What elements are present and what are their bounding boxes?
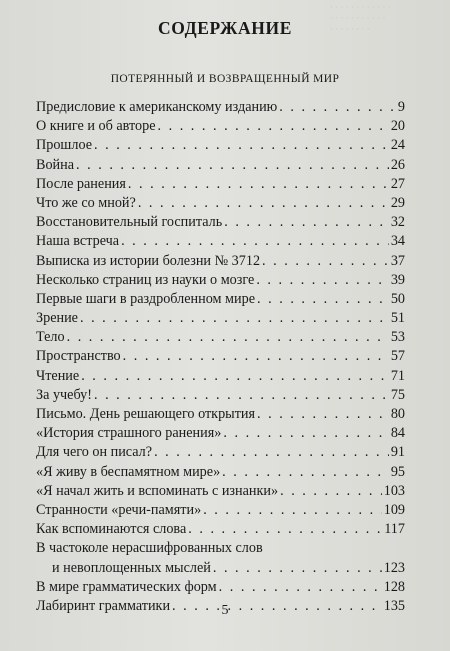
toc-entry-page: 9 — [397, 99, 405, 115]
toc-entry-page: 128 — [383, 578, 405, 595]
toc-entry-page: 39 — [390, 271, 405, 288]
toc-entry — [36, 539, 405, 558]
toc-entry-title: Что же со мной? — [36, 194, 136, 211]
toc-entry-title: Чтение — [36, 367, 80, 384]
dot-leader — [154, 443, 389, 462]
toc-entry — [36, 117, 405, 136]
dot-leader — [256, 271, 389, 290]
toc-entry-title: За учебу! — [36, 386, 92, 403]
toc-entry — [36, 463, 405, 482]
toc-entry — [36, 175, 405, 194]
toc-entry — [36, 405, 405, 424]
toc-entry-title: Письмо. День решающего открытия — [36, 406, 256, 422]
dot-leader — [224, 213, 389, 232]
dot-leader — [67, 328, 389, 347]
show-through-text: · · · · · · · · · · · · · · · · · · · · · · · · · · · · · · · — [330, 2, 391, 34]
dot-leader — [280, 482, 382, 501]
toc-entry-title-cont: и невоплощенных мыслей — [52, 559, 211, 576]
dot-leader — [121, 232, 389, 251]
dot-leader — [257, 405, 389, 424]
dot-leader — [219, 578, 382, 597]
toc-entry — [36, 386, 405, 405]
toc-entry — [36, 290, 405, 309]
dot-leader — [138, 194, 389, 213]
toc-entry-page: 50 — [390, 290, 405, 307]
toc-entry — [36, 367, 405, 386]
toc-entry-title: Восстановительный госпиталь — [36, 214, 223, 231]
toc-entry-title: После ранения — [36, 175, 126, 192]
toc-entry — [36, 213, 405, 232]
toc-entry — [36, 424, 405, 443]
dot-leader — [262, 252, 389, 271]
toc-entry-page: 71 — [390, 367, 405, 384]
dot-leader — [81, 367, 389, 386]
toc-entry-title: Предисловие к американскому изданию — [36, 99, 278, 115]
dot-leader — [222, 463, 389, 482]
toc-entry-page: 20 — [390, 118, 405, 135]
toc-entry-title: Война — [36, 156, 75, 173]
toc-entry — [36, 520, 405, 539]
toc-entry — [36, 136, 405, 155]
toc-entry-title: В частоколе нерасшифрованных слов — [36, 540, 263, 557]
toc-entry-title: О книге и об авторе — [36, 118, 156, 135]
toc-entry — [36, 194, 405, 213]
toc-entry-page: 95 — [390, 463, 405, 480]
toc-entry — [36, 328, 405, 347]
toc-entry-title: Пространство — [36, 348, 121, 365]
dot-leader — [188, 520, 382, 539]
dot-leader — [279, 98, 396, 117]
toc-entry-title: Для чего он писал? — [36, 444, 153, 461]
toc-entry — [36, 347, 405, 366]
dot-leader — [76, 156, 389, 175]
toc-entry-page: 135 — [383, 597, 405, 614]
toc-entry — [36, 271, 405, 290]
dot-leader — [158, 117, 389, 136]
toc-entry — [36, 252, 405, 271]
toc-entry-page: 80 — [390, 406, 405, 422]
toc-entry-page: 51 — [390, 310, 405, 327]
toc-entry — [36, 98, 405, 117]
toc-entry-page: 91 — [390, 444, 405, 461]
toc-entry-title: «Я начал жить и вспоминать с изнанки» — [36, 482, 279, 499]
toc-entry-page: 34 — [390, 233, 405, 250]
toc-entry-page: 123 — [383, 559, 405, 576]
toc-entry — [36, 482, 405, 501]
toc-entry-page: 27 — [390, 175, 405, 192]
toc-entry-page: 26 — [390, 156, 405, 173]
dot-leader — [123, 347, 389, 366]
toc-entry-page: 24 — [390, 137, 405, 154]
toc-entry-title: Зрение — [36, 310, 78, 327]
toc-entry-title: Тело — [36, 329, 65, 346]
dot-leader — [80, 309, 389, 328]
page-number: 5 — [221, 603, 229, 618]
dot-leader — [94, 136, 389, 155]
section-heading: ПОТЕРЯННЫЙ И ВОЗВРАЩЕННЫЙ МИР — [110, 73, 340, 85]
toc-entry-title: Выписка из истории болезни № 3712 — [36, 252, 261, 269]
toc-entry-title: «Я живу в беспамятном мире» — [36, 463, 221, 480]
toc-entry — [36, 232, 405, 251]
dot-leader — [128, 175, 389, 194]
toc-entry-title: В мире грамматических форм — [36, 578, 217, 595]
toc-entry-title: Наша встреча — [36, 233, 120, 250]
toc-entry — [36, 156, 405, 175]
toc-entry-title: Странности «речи-памяти» — [36, 501, 202, 518]
dot-leader — [94, 386, 389, 405]
toc-entry-page: 84 — [390, 425, 405, 442]
dot-leader — [213, 559, 382, 578]
page-title: СОДЕРЖАНИЕ — [157, 18, 292, 38]
dot-leader — [203, 501, 382, 520]
toc-entry-page: 117 — [384, 521, 405, 538]
toc-entry — [36, 578, 405, 597]
toc-entry-page: 37 — [390, 252, 405, 269]
toc-entry-page: 109 — [383, 501, 405, 518]
table-of-contents — [36, 98, 405, 616]
toc-entry-title: Несколько страниц из науки о мозге — [36, 271, 255, 288]
toc-entry-page: 103 — [383, 482, 405, 499]
toc-entry-continuation — [36, 559, 405, 578]
toc-entry — [36, 443, 405, 462]
toc-entry-page: 32 — [390, 214, 405, 231]
toc-entry-title: Лабиринт грамматики — [36, 597, 171, 614]
toc-entry-page: 57 — [390, 348, 405, 365]
dot-leader — [223, 424, 388, 443]
dot-leader — [257, 290, 389, 309]
toc-entry-page: 29 — [390, 194, 405, 211]
toc-entry-title: Как вспоминаются слова — [36, 521, 187, 538]
toc-entry-title: Первые шаги в раздробленном мире — [36, 290, 256, 307]
toc-entry-title: «История страшного ранения» — [36, 425, 222, 442]
toc-entry-page: 53 — [390, 329, 405, 346]
toc-entry-title: Прошлое — [36, 137, 93, 154]
toc-entry — [36, 501, 405, 520]
toc-entry-page: 75 — [390, 386, 405, 403]
toc-entry — [36, 309, 405, 328]
